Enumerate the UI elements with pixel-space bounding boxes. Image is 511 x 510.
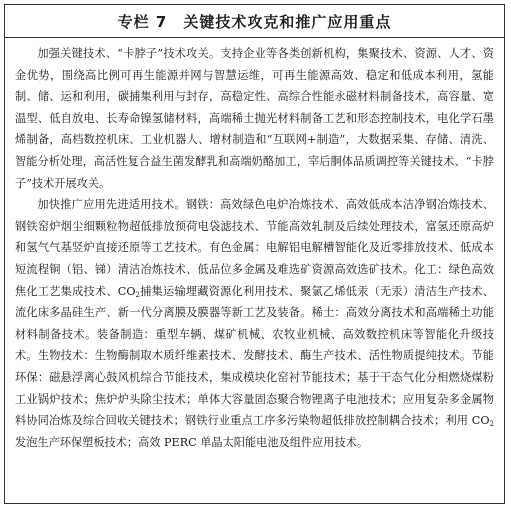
paragraph-text-segment-2: 捕集运输埋藏资源化利用技术、聚氯乙烯低汞（无汞）清洁生产技术、流化床多晶硅生产、新一代分离膜及膜器等新工艺及装备。稀土：高效分离技术和高端稀土功能材料制备技术。装备制造：重型车辆、煤矿机械、农牧业机械、高效数控机床等智能化升级技术。生物技术：生物酶制取木质纤维素技术、发酵技术、酶生产技术、活性物质提纯技术。节能环保：磁悬浮离心鼓风机综合节能技术，集成模块化窑衬节能技术；基于干态气化分相燃烧煤粉工业锅炉技术；焦炉炉头除尘技术；单体大容量固态聚合物锂离子电池技术；应用复杂多金属物料协同冶炼及综合回收关键技术；钢铁行业重点工序多污染物超低排放控制耦合技术；利用 CO [15, 284, 494, 428]
paragraph-text-segment-1: 加快推广应用先进适用技术。钢铁：高效绿色电炉冶炼技术、高效低成本洁净钢冶炼技术、钢铁窑炉烟尘细颗粒物超低排放预荷电袋滤技术、节能高效轧制及后续处理技术，富氢还原高炉和氢气气基竖炉直接还原等工艺技术。有色金属：电解铝电解槽智能化及近零排放技术、低成本短流程铜（铝、锑）清洁冶炼技术、低品位多金属及难选矿资源高效选矿技术。化工：绿色高效焦化工艺集成技术、CO [15, 198, 494, 298]
co2-subscript-2: 2 [489, 420, 494, 429]
paragraph-key-tech-breakthrough: 加强关键技术、“卡脖子”技术攻关。支持企业等各类创新机构，集聚技术、资源、人才、资金优势，围绕高比例可再生能源并网与智慧运维，可再生能源高效、稳定和低成本利用，氢能制、储、运和利用，碳捕集利用与封存，高稳定性、高综合性能永磁材料制备技术，高容量、宽温型、低自放电、长寿命镍氢储材料，高端稀土抛光材料制备工艺和形态控制技术，电化学石墨烯制备，高档数控机床、工业机器人、增材制造和“互联网+制造”，大数据采集、存储、清洗、智能分析处理，高活性复合益生菌发酵乳和高端奶酪加工，宰后胴体品质调控等关键技术、“卡脖子”技术开展攻关。 [15, 47, 494, 190]
co2-subscript-1: 2 [135, 290, 140, 299]
paragraph-text-segment-3: 发泡生产环保塑板技术；高效 PERC 单晶太阳能电池及组件应用技术。 [15, 435, 369, 449]
feature-box [4, 4, 505, 504]
paragraph-tech-promotion [15, 194, 494, 453]
box-header [5, 5, 504, 38]
box-title: 关键技术攻克和推广应用重点 [183, 12, 392, 31]
box-label: 专栏 7 [117, 12, 168, 31]
box-content [5, 38, 504, 453]
